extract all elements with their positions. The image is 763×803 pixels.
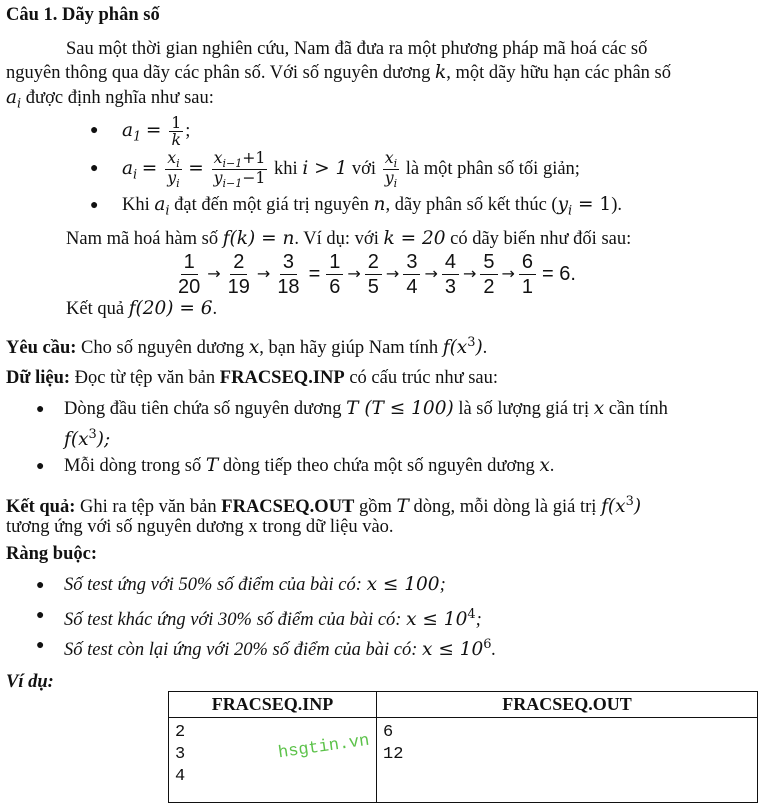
output-line: 6: [383, 723, 394, 742]
fraction-numerator: 2: [230, 250, 247, 275]
fraction-numerator: 6: [519, 250, 536, 275]
arrow-icon: →: [462, 264, 477, 283]
output-line: 12: [383, 745, 404, 764]
definition-bullet-3: ● Khi $a_i$ đạt đến một giá trị nguyên n, dãy phân số kết thúc $(y_i = 1)$.: [90, 194, 623, 219]
constraints-heading: Ràng buộc:: [6, 544, 97, 564]
arrow-icon: →: [385, 264, 400, 283]
input-spec: Dữ liệu: Đọc từ tệp văn bản FRACSEQ.INP có cấu trúc như sau:: [6, 368, 499, 388]
arrow-icon: →: [347, 264, 361, 283]
requirement: Yêu cầu: Cho số nguyên dương x, bạn hãy giúp Nam tính $f(x^3)$.: [6, 335, 488, 359]
fraction-numerator: 2: [365, 250, 382, 275]
sequence-fraction: [365, 250, 382, 299]
fraction-numerator: 1: [326, 250, 343, 275]
fraction-denominator: 6: [329, 275, 341, 298]
result-line: Kết quả f(20) = 6.: [66, 298, 218, 319]
example-table: [168, 691, 758, 803]
table-header-output: FRACSEQ.OUT: [377, 692, 758, 718]
input-line: 2: [175, 723, 186, 742]
equals-sign: =: [308, 263, 321, 285]
fraction-denominator: 3: [444, 275, 456, 298]
input-cell: [169, 718, 377, 803]
sequence-fraction: [274, 250, 302, 299]
fraction-denominator: 20: [178, 275, 201, 298]
sequence-fraction: [519, 250, 536, 299]
fraction-denominator: 2: [483, 275, 495, 298]
fraction-denominator: 18: [277, 275, 300, 298]
sequence-fraction: [442, 250, 459, 299]
fraction-numerator: 5: [480, 250, 497, 275]
input-line: 3: [175, 745, 186, 764]
definition-bullet-1: ● $a_1$ = $\frac{1}{k}$ ;: [90, 112, 191, 150]
fraction-numerator: 3: [403, 250, 420, 275]
input-bullet-2: ● Mỗi dòng trong số T dòng tiếp theo chứa một số nguyên dương x.: [36, 455, 555, 476]
output-spec: Kết quả: Ghi ra tệp văn bản FRACSEQ.OUT gồm T dòng, mỗi dòng là giá trị $f(x^3)$: [6, 494, 642, 518]
constraint-item: ● Số test ứng với 50% số điểm của bài có: x ≤ 100;: [36, 574, 446, 595]
output-cell: [377, 718, 758, 803]
table-header-input: FRACSEQ.INP: [169, 692, 377, 718]
sequence-fraction: [175, 250, 203, 299]
constraint-item: ● Số test khác ứng với 30% số điểm của bài có: $x \le 10^4$;: [36, 607, 482, 631]
fraction-sequence: [172, 248, 579, 300]
example-heading: Ví dụ:: [6, 672, 54, 692]
intro-line-3: $a_i$ được định nghĩa như sau:: [6, 87, 214, 112]
sequence-fraction: [480, 250, 497, 299]
fraction-denominator: 1: [521, 275, 534, 298]
watermark: hsgtin.vn: [277, 731, 371, 764]
arrow-icon: →: [501, 264, 515, 283]
fraction-numerator: 4: [442, 250, 459, 275]
sequence-fraction: [225, 250, 253, 299]
sequence-result: = 6.: [542, 263, 576, 285]
fraction-numerator: 3: [280, 250, 297, 275]
constraint-item: ● Số test còn lại ứng với 20% số điểm của bài có: $x \le 10^6$.: [36, 637, 497, 661]
input-line: 4: [175, 767, 186, 786]
example-intro: Nam mã hoá hàm số f(k) = n. Ví dụ: với k = 20 có dãy biến như đối sau:: [66, 228, 632, 249]
fraction-denominator: 19: [227, 275, 250, 298]
fraction-numerator: 1: [181, 250, 198, 275]
intro-line-1: Sau một thời gian nghiên cứu, Nam đã đưa ra một phương pháp mã hoá các số: [66, 39, 648, 59]
arrow-icon: →: [424, 264, 438, 283]
output-spec-line-2: tương ứng với số nguyên dương x trong dữ liệu vào.: [6, 517, 394, 537]
sequence-fraction: [326, 250, 343, 299]
fraction-denominator: 5: [367, 275, 379, 298]
fraction-denominator: 4: [406, 275, 418, 298]
arrow-icon: →: [207, 264, 221, 283]
input-bullet-1: ● Dòng đầu tiên chứa số nguyên dương T (T ≤ 100) là số lượng giá trị x cần tính: [36, 398, 668, 419]
arrow-icon: →: [256, 264, 271, 283]
definition-bullet-2: ● $a_i$ = $\frac{x_i}{y_i}$ = $\frac{x_{i-1}+1}{y_{i-1}-1}$ khi i > 1 với $\frac{x_i}{y_i}$ là một phân số tối giản;: [90, 147, 580, 191]
input-bullet-1-cont: $f(x^3)$;: [64, 427, 111, 451]
sequence-fraction: [403, 250, 420, 299]
problem-title: Câu 1. Dãy phân số: [6, 5, 160, 25]
intro-line-2: nguyên thông qua dãy các phân số. Với số nguyên dương k, một dãy hữu hạn các phân số: [6, 62, 671, 83]
